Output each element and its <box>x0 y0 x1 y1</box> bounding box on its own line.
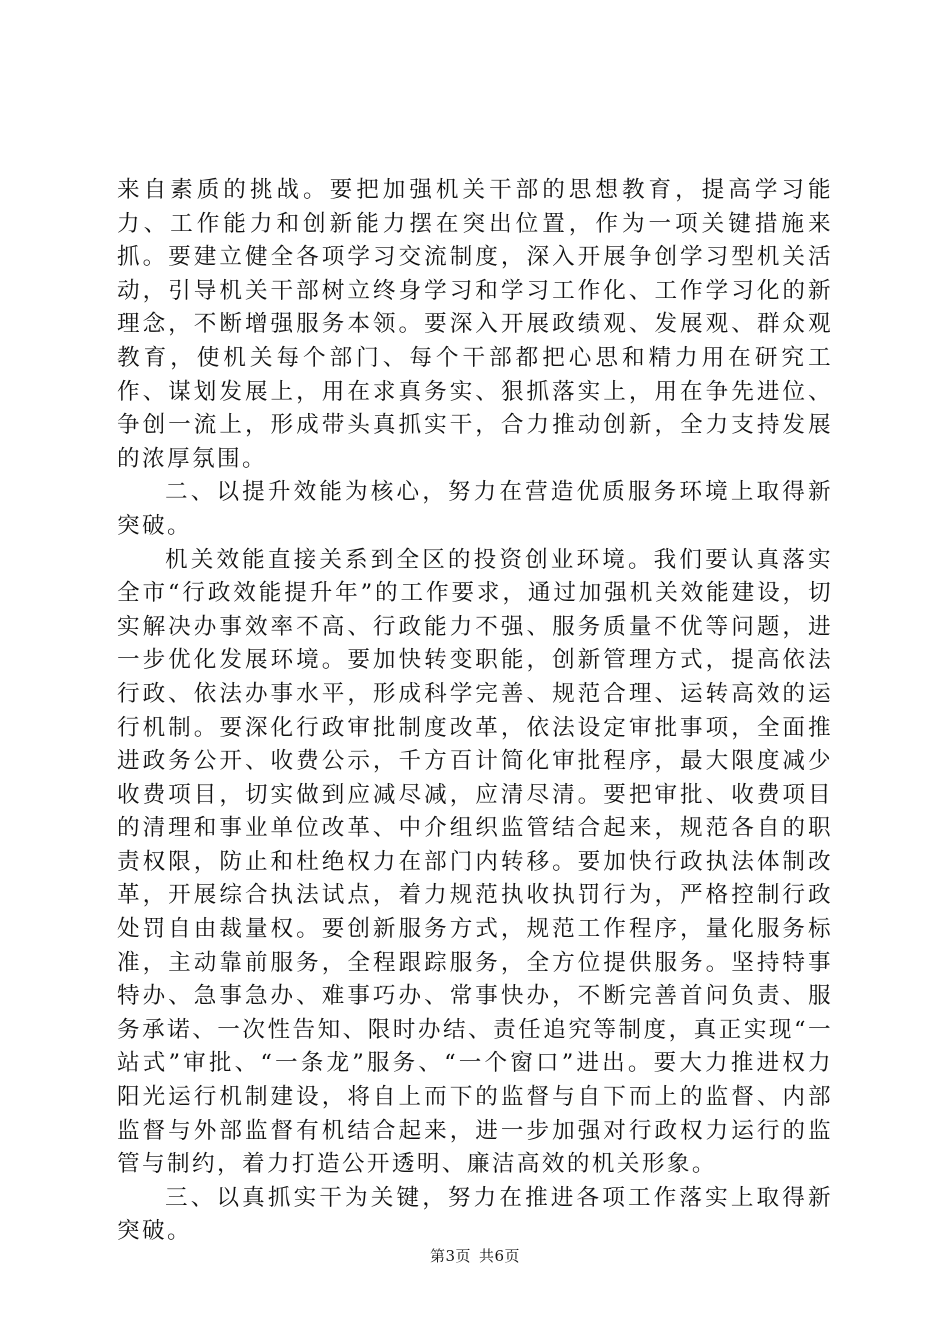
section-heading-two: 二、以提升效能为核心，努力在营造优质服务环境上取得新突破。 <box>117 479 833 539</box>
section-heading-three: 三、以真抓实干为关键，努力在推进各项工作落实上取得新突破。 <box>117 1184 833 1245</box>
paragraph-continuation: 来自素质的挑战。要把加强机关干部的思想教育，提高学习能力、工作能力和创新能力摆在突出位置，作为一项关键措施来抓。要建立健全各项学习交流制度，深入开展争创学习型机关活动，引导机关干部树立终身学习和学习工作化、工作学习化的新理念，不断增强服务本领。要深入开展政绩观、发展观、群众观教育，使机关每个部门、每个干部都把心思和精力用在研究工作、谋划发展上，用在求真务实、狠抓落实上，用在争先进位、争创一流上，形成带头真抓实干，合力推动创新，全力支持发展的浓厚氛围。 <box>117 177 833 472</box>
document-body <box>117 174 833 1249</box>
paragraph-efficiency: 机关效能直接关系到全区的投资创业环境。我们要认真落实全市“行政效能提升年”的工作要求，通过加强机关效能建设，切实解决办事效率不高、行政能力不强、服务质量不优等问题，进一步优化发展环境。要加快转变职能，创新管理方式，提高依法行政、依法办事水平，形成科学完善、规范合理、运转高效的运行机制。要深化行政审批制度改革，依法设定审批事项，全面推进政务公开、收费公示，千方百计简化审批程序，最大限度减少收费项目，切实做到应减尽减，应清尽清。要把审批、收费项目的清理和事业单位改革、中介组织监管结合起来，规范各自的职责权限，防止和杜绝权力在部门内转移。要加快行政执法体制改革，开展综合执法试点，着力规范执收执罚行为，严格控制行政处罚自由裁量权。要创新服务方式，规范工作程序，量化服务标准，主动靠前服务，全程跟踪服务，全方位提供服务。坚持特事特办、急事急办、难事巧办、常事快办，不断完善首问负责、服务承诺、一次性告知、限时办结、责任追究等制度，真正实现“一站式”审批、“一条龙”服务、“一个窗口”进出。要大力推进权力阳光运行机制建设，将自上而下的监督与自下而上的监督、内部监督与外部监督有机结合起来，进一步加强对行政权力运行的监管与制约，着力打造公开透明、廉洁高效的机关形象。 <box>117 546 833 1178</box>
page-footer <box>0 1245 950 1266</box>
page-total: 共6页 <box>479 1247 521 1265</box>
page-number: 第3页 <box>429 1247 471 1265</box>
